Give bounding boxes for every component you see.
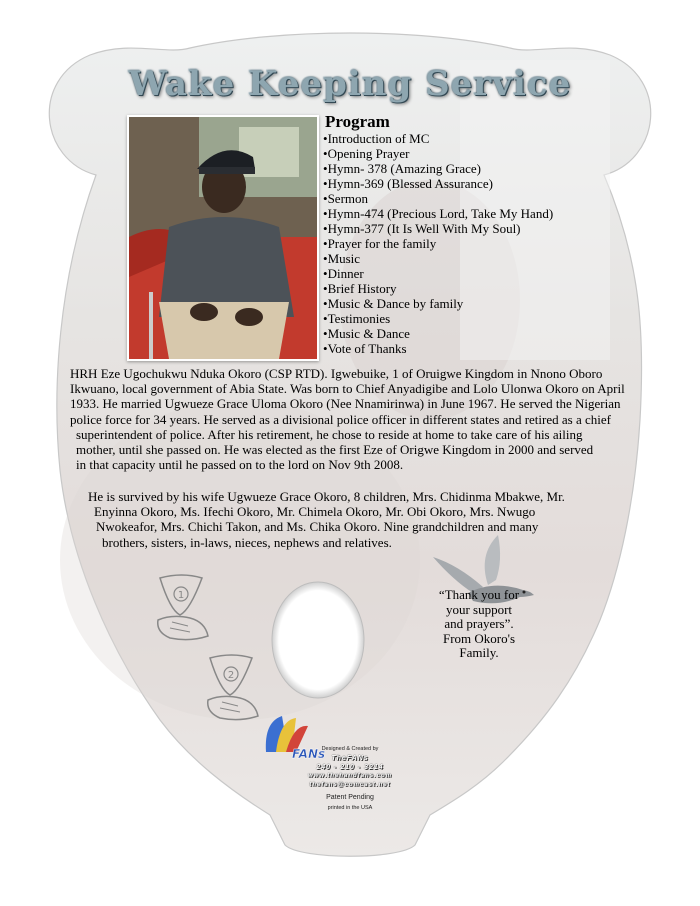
- step-2-label: 2: [227, 670, 235, 681]
- portrait-photo: [127, 115, 319, 361]
- step-1-label: 1: [177, 590, 185, 601]
- hand-step-1-icon: [150, 570, 212, 645]
- designer-website: www.thehandfans.com: [307, 773, 393, 779]
- hand-step-2-icon: [200, 650, 262, 725]
- designer-email: thefans@comcast.net: [309, 782, 391, 788]
- page-title: Wake Keeping Service: [128, 64, 572, 104]
- survivors-line: He is survived by his wife Ugwueze Grace Okoro, 8 children, Mrs. Chidinma Mbakwe, Mr.: [88, 489, 565, 504]
- program-item: • Hymn-474 (Precious Lord, Take My Hand): [323, 206, 553, 221]
- thanks-line: and prayers”.: [444, 616, 514, 631]
- designer-phone: 240 - 210 - 3214: [316, 764, 384, 771]
- program-item: • Music & Dance: [323, 326, 553, 341]
- biography-text: [70, 366, 630, 472]
- program-item: • Sermon: [323, 191, 553, 206]
- program-item: • Dinner: [323, 266, 553, 281]
- thanks-line: From Okoro's: [442, 630, 516, 646]
- thanks-line: your support: [445, 601, 513, 617]
- program-heading: Program: [325, 112, 390, 131]
- bio-line: HRH Eze Ugochukwu Nduka Okoro (CSP RTD). Igwebuike, 1 of Oruigwe Kingdom in Nnono Oboro: [70, 366, 603, 381]
- program-list: [323, 131, 553, 356]
- survivors-line: brothers, sisters, in-laws, nieces, nephews and relatives.: [102, 534, 392, 550]
- printed-text: printed in the USA: [327, 805, 373, 811]
- thanks-line: “Thank you for: [438, 587, 520, 602]
- survivors-line: Nwokeafor, Mrs. Chichi Takon, and Ms. Chika Okoro. Nine grandchildren and many: [96, 519, 539, 535]
- program-item: • Introduction of MC: [323, 131, 553, 146]
- program-item: • Opening Prayer: [323, 146, 553, 161]
- thanks-line: Family.: [459, 645, 499, 660]
- program-item: • Testimonies: [323, 311, 553, 326]
- program-item: • Vote of Thanks: [323, 341, 553, 356]
- designer-name: TheFANs: [331, 755, 369, 762]
- credits-block: [290, 745, 410, 813]
- program-item: • Hymn- 378 (Amazing Grace): [323, 161, 553, 176]
- bio-line: superintendent of police. After his retirement, he chose to reside at home to take care of his ailing: [76, 426, 583, 442]
- program-item: • Music: [323, 251, 553, 266]
- bio-line: mother, until she passed on. He was elected as the first Eze of Origwe Kingdom in 2000 and served: [76, 442, 594, 458]
- bio-line: 1933. He married Ugwueze Grace Uloma Okoro (Nee Nnamirinwa) in June 1967. He served the Nigerian: [70, 396, 621, 412]
- logo-text: FANs: [292, 747, 326, 761]
- program-item: • Hymn-377 (It Is Well With My Soul): [323, 221, 553, 236]
- thank-you-message: [424, 588, 534, 661]
- bio-line: Ikwuano, local government of Abia State. Was born to Chief Anyadigibe and Lolo Ulonwa Okoro on April: [70, 381, 625, 397]
- bio-line: in that capacity until he passed on to the lord on Nov 9th 2008.: [76, 457, 404, 473]
- survivors-line: Enyinna Okoro, Ms. Ifechi Okoro, Mr. Chimela Okoro, Mr. Obi Okoro, Mrs. Nwugo: [94, 504, 536, 520]
- program-item: • Brief History: [323, 281, 553, 296]
- program-item: • Music & Dance by family: [323, 296, 553, 311]
- program-item: • Hymn-369 (Blessed Assurance): [323, 176, 553, 191]
- designed-by: Designed & Created by: [321, 746, 379, 752]
- patent-text: Patent Pending: [326, 794, 374, 801]
- bio-line: police force for 34 years. He served as a divisional police officer in different states and retired as a chief: [70, 411, 611, 427]
- program-item: • Prayer for the family: [323, 236, 553, 251]
